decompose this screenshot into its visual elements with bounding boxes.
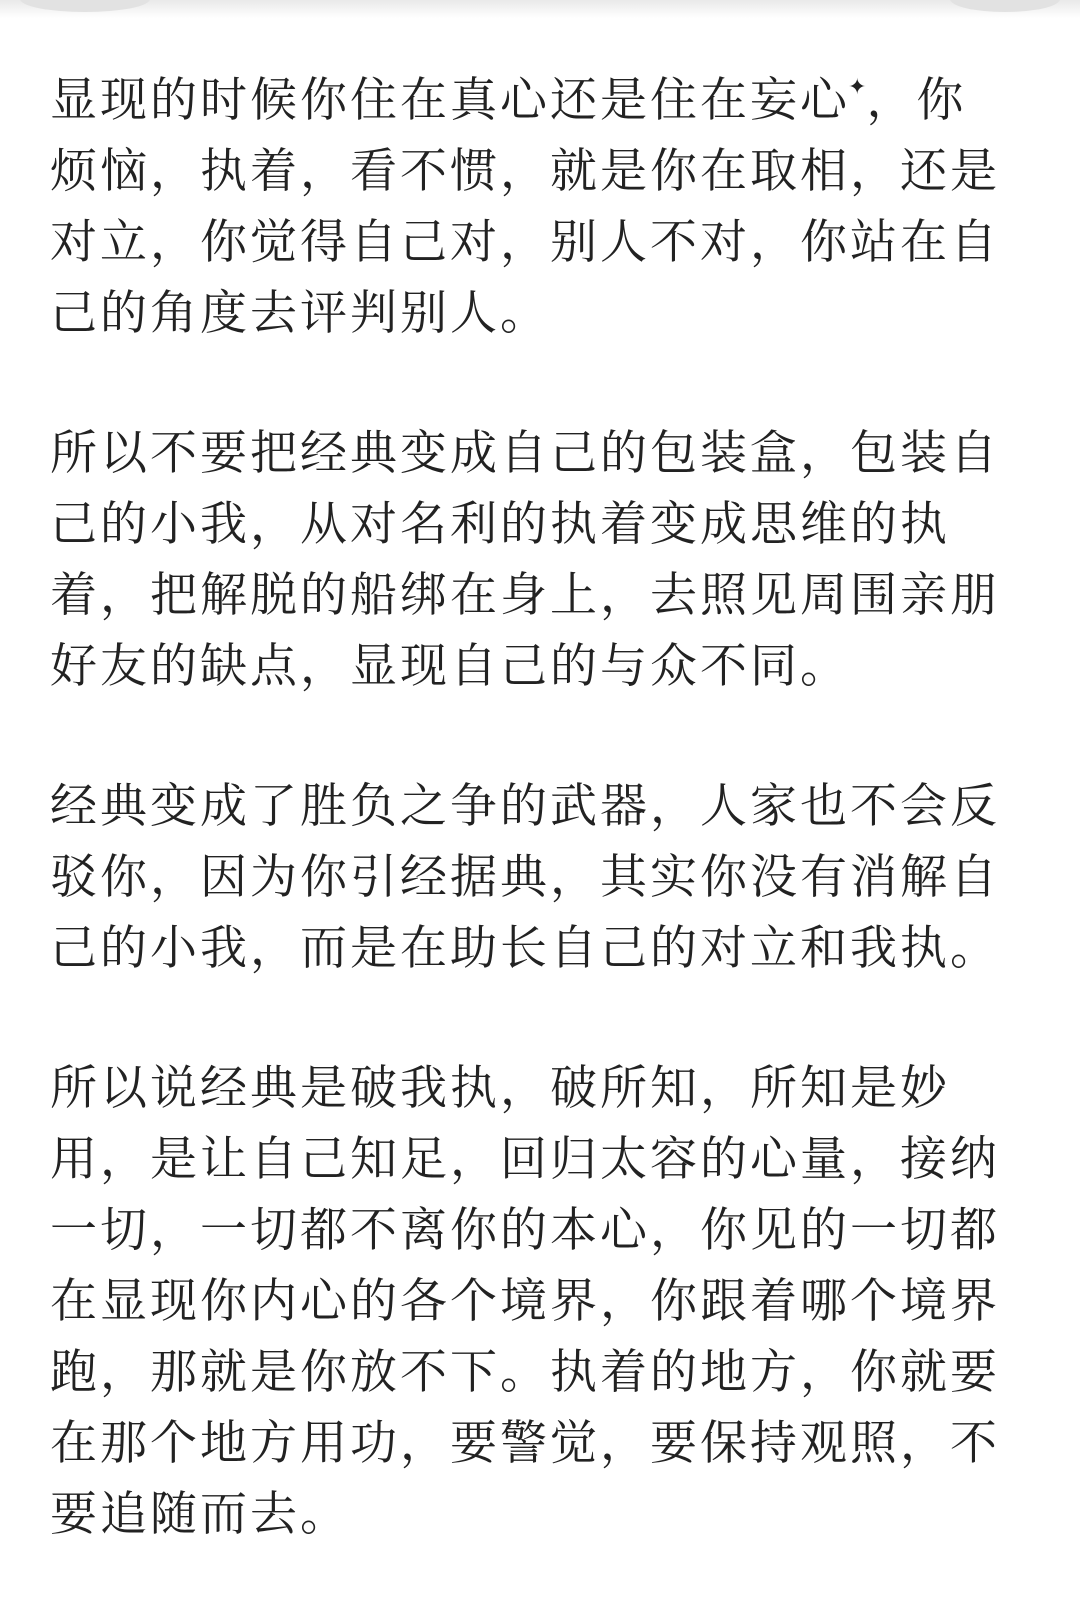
text-line: 己的角度去评判别人。 <box>50 286 550 341</box>
text-line: 己的小我，而是在助长自己的对立和我执。 <box>50 921 1000 976</box>
text-line: 好友的缺点，显现自己的与众不同。 <box>50 639 850 694</box>
text-line: 经典变成了胜负之争的武器，人家也不会反 <box>50 779 1000 834</box>
text-line: 着，把解脱的船绑在身上，去照见周围亲朋 <box>50 568 1000 623</box>
text-line: 一切，一切都不离你的本心，你见的一切都 <box>50 1203 1000 1258</box>
text-line: 要追随而去。 <box>50 1487 350 1542</box>
text-line: 对立，你觉得自己对，别人不对，你站在自 <box>50 215 1000 270</box>
text-line <box>50 52 1025 136</box>
text-line: 所以不要把经典变成自己的包装盒，包装自 <box>50 426 1000 481</box>
paragraph-4 <box>50 1053 1025 1550</box>
top-left-shadow <box>20 0 150 12</box>
text-line: 烦恼，执着，看不惯，就是你在取相，还是 <box>50 144 1000 199</box>
text-line: 在显现你内心的各个境界，你跟着哪个境界 <box>50 1274 1000 1329</box>
text-line: 驳你，因为你引经据典，其实你没有消解自 <box>50 850 1000 905</box>
text-line: 己的小我，从对名利的执着变成思维的执 <box>50 497 950 552</box>
article-body <box>50 52 1025 1619</box>
paragraph-3 <box>50 771 1025 984</box>
paragraph-2 <box>50 418 1025 702</box>
text-line: 在那个地方用功，要警觉，要保持观照，不 <box>50 1416 1000 1471</box>
text-line: 用，是让自己知足，回归太容的心量，接纳 <box>50 1132 1000 1187</box>
paragraph-1 <box>50 52 1025 349</box>
sparkle-icon: ✦ <box>848 75 867 100</box>
top-edge-shadow <box>0 0 1080 18</box>
text-line-end: ，你 <box>866 73 967 128</box>
text-line: 跑，那就是你放不下。执着的地方，你就要 <box>50 1345 1000 1400</box>
text-line: 所以说经典是破我执，破所知，所知是妙 <box>50 1061 950 1116</box>
text-line-start: 显现的时候你住在真心还是住在妄心 <box>50 73 850 128</box>
top-right-shadow <box>950 0 1060 12</box>
